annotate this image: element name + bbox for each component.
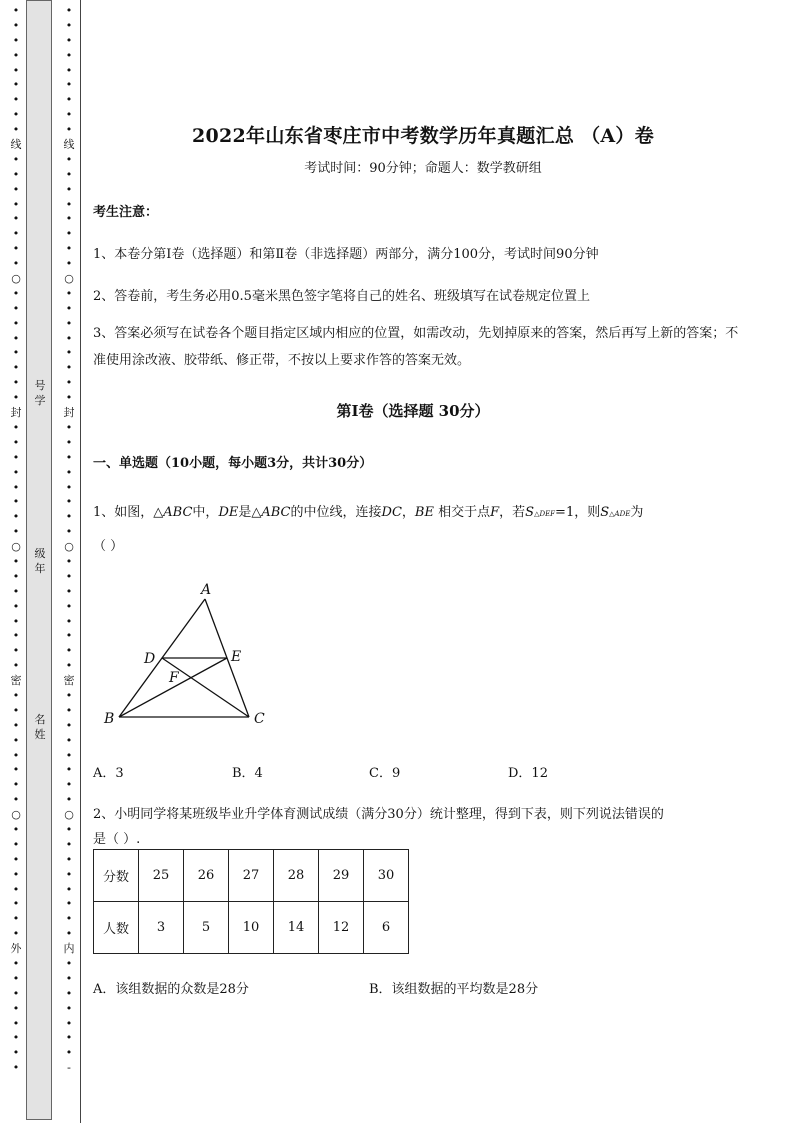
- point-e-label: E: [231, 649, 242, 665]
- q1-option-c[interactable]: C．9: [369, 766, 401, 781]
- binding-mark: •: [65, 599, 73, 613]
- binding-mark: •: [65, 48, 73, 62]
- binding-mark: •: [12, 376, 20, 390]
- binding-mark: 封: [10, 406, 22, 420]
- binding-mark: •: [65, 584, 73, 598]
- table-row-header: 分数: [94, 850, 139, 902]
- binding-mark: 密: [63, 674, 75, 688]
- q1-area-symbol: S: [600, 505, 610, 520]
- q1-text: 相交于点: [438, 505, 491, 520]
- binding-mark: 线: [10, 138, 22, 152]
- binding-mark: •: [12, 837, 20, 851]
- notice-item-3: 3、答案必须写在试卷各个题目指定区域内相应的位置，如需改动，先划掉原来的答案，然后再写上新的答案；不准使用涂改液、胶带纸、修正带，不按以上要求作答的答案无效。: [93, 326, 739, 368]
- binding-mark: •: [65, 897, 73, 911]
- q2-option-b[interactable]: B．该组数据的平均数是28分: [369, 982, 539, 997]
- binding-field-grade: 级年: [34, 547, 46, 575]
- binding-mark: ○: [11, 540, 21, 554]
- binding-mark: •: [65, 227, 73, 241]
- table-cell: 6: [364, 902, 409, 954]
- binding-mark: •: [12, 688, 20, 702]
- binding-mark: •: [12, 197, 20, 211]
- binding-mark: •: [65, 867, 73, 881]
- binding-mark: •: [12, 763, 20, 777]
- binding-mark: •: [65, 331, 73, 345]
- binding-mark: •: [12, 644, 20, 658]
- question-1-text: [93, 501, 643, 520]
- binding-mark: •: [65, 971, 73, 985]
- binding-mark: •: [12, 927, 20, 941]
- q1-text: 是: [238, 505, 252, 520]
- binding-mark: •: [12, 63, 20, 77]
- binding-mark: •: [65, 912, 73, 926]
- binding-mark: •: [65, 450, 73, 464]
- binding-mark: •: [12, 78, 20, 92]
- binding-mark: •: [12, 1061, 20, 1075]
- binding-mark: •: [12, 614, 20, 628]
- binding-mark: •: [65, 1046, 73, 1060]
- notice-item-2: 2、答卷前，考生务必用0.5毫米黑色签字笔将自己的姓名、班级填写在试卷规定位置上: [93, 289, 590, 304]
- binding-mark: •: [65, 286, 73, 300]
- binding-mark: •: [12, 167, 20, 181]
- table-cell: 10: [229, 902, 274, 954]
- binding-mark: •: [65, 152, 73, 166]
- binding-mark: •: [65, 242, 73, 256]
- binding-mark: •: [65, 361, 73, 375]
- binding-mark: •: [65, 33, 73, 47]
- part-heading: 一、单选题（10小题，每小题3分，共计30分）: [93, 456, 373, 471]
- binding-mark: •: [12, 822, 20, 836]
- table-cell: 29: [319, 850, 364, 902]
- q1-math: DE: [218, 505, 239, 520]
- exam-title: 2022年山东省枣庄市中考数学历年真题汇总 （A）卷: [191, 125, 655, 147]
- binding-mark: •: [12, 108, 20, 122]
- binding-mark: •: [65, 257, 73, 271]
- binding-mark: •: [65, 703, 73, 717]
- binding-mark: 外: [10, 942, 22, 956]
- table-row: [94, 902, 409, 954]
- q1-area-subscript: △ADE: [609, 510, 631, 518]
- binding-mark: •: [65, 167, 73, 181]
- binding-mark: •: [65, 957, 73, 970]
- binding-mark: •: [12, 569, 20, 583]
- binding-mark: •: [12, 897, 20, 911]
- binding-mark: •: [65, 301, 73, 315]
- binding-right-dots: [61, 4, 77, 1122]
- binding-mark: •: [65, 4, 73, 17]
- binding-mark: •: [65, 614, 73, 628]
- binding-mark: •: [65, 644, 73, 658]
- q1-area-symbol: S: [525, 505, 535, 520]
- q1-math: F: [490, 505, 500, 520]
- binding-mark: •: [12, 971, 20, 985]
- q1-text: ，: [401, 505, 415, 520]
- binding-mark: 封: [63, 406, 75, 420]
- binding-mark: •: [12, 733, 20, 747]
- binding-margin: [0, 0, 82, 1123]
- binding-left-dots: [8, 4, 24, 1122]
- q2-option-a[interactable]: A．该组数据的众数是28分: [93, 982, 249, 997]
- binding-mark: •: [12, 316, 20, 330]
- binding-mark: •: [65, 123, 73, 137]
- binding-mark: •: [12, 748, 20, 762]
- binding-mark: •: [12, 1001, 20, 1015]
- binding-mark: •: [12, 93, 20, 107]
- exam-subtitle: 考试时间：90分钟；命题人：数学教研组: [304, 161, 542, 176]
- binding-mark: •: [12, 33, 20, 47]
- q1-math: BE: [414, 505, 434, 520]
- binding-mark: •: [12, 242, 20, 256]
- binding-mark: ○: [64, 808, 74, 822]
- binding-mark: •: [65, 629, 73, 643]
- binding-mark: •: [12, 554, 20, 568]
- q1-text: ，则: [574, 505, 601, 520]
- binding-mark: •: [65, 93, 73, 107]
- q1-option-d[interactable]: D．12: [508, 766, 548, 781]
- binding-mark: •: [65, 554, 73, 568]
- binding-mark: •: [12, 495, 20, 509]
- binding-mark: •: [12, 957, 20, 970]
- binding-mark: •: [12, 584, 20, 598]
- binding-mark: •: [65, 822, 73, 836]
- q1-math: DC: [381, 505, 402, 520]
- binding-mark: •: [12, 18, 20, 32]
- q1-text: 1、如图，: [93, 505, 154, 520]
- binding-mark: •: [12, 867, 20, 881]
- binding-mark: •: [65, 435, 73, 449]
- binding-mark: •: [12, 912, 20, 926]
- q1-text: 的中位线，连接: [290, 505, 382, 520]
- binding-mark: •: [65, 480, 73, 494]
- table-cell: 30: [364, 850, 409, 902]
- binding-mark: •: [12, 286, 20, 300]
- q1-text: 为: [630, 505, 644, 520]
- table-cell: 12: [319, 902, 364, 954]
- binding-mark: •: [12, 718, 20, 732]
- binding-mark: •: [12, 391, 20, 405]
- q1-math: △ABC: [153, 505, 193, 520]
- binding-field-name: 名姓: [34, 713, 46, 741]
- binding-mark: •: [12, 1031, 20, 1045]
- question-2-text-cont: 是（ ）.: [93, 832, 141, 847]
- point-d-label: D: [144, 651, 156, 667]
- question-1-figure: [93, 575, 293, 735]
- binding-mark: •: [12, 525, 20, 539]
- q1-text: ，若: [499, 505, 526, 520]
- binding-mark: •: [12, 793, 20, 807]
- binding-mark: •: [65, 63, 73, 77]
- binding-mark: 线: [63, 138, 75, 152]
- binding-mark: •: [12, 257, 20, 271]
- q1-option-b[interactable]: B．4: [232, 766, 263, 781]
- binding-mark: •: [12, 703, 20, 717]
- binding-mark: •: [12, 346, 20, 360]
- binding-mark: •: [12, 301, 20, 315]
- binding-mark: -: [67, 1061, 71, 1075]
- binding-mark: •: [65, 18, 73, 32]
- binding-mark: ○: [11, 808, 21, 822]
- q1-area-subscript: △DEF: [534, 510, 556, 518]
- binding-mark: •: [12, 361, 20, 375]
- binding-mark: •: [12, 182, 20, 196]
- point-b-label: B: [104, 711, 115, 727]
- notice-heading: 考生注意：: [93, 205, 159, 220]
- question-1-blank: （ ）: [93, 539, 124, 554]
- binding-mark: •: [65, 391, 73, 405]
- binding-mark: •: [65, 748, 73, 762]
- binding-mark: •: [65, 733, 73, 747]
- binding-mark: •: [12, 510, 20, 524]
- table-cell: 28: [274, 850, 319, 902]
- table-row-header: 人数: [94, 902, 139, 954]
- binding-mark: •: [12, 659, 20, 673]
- binding-mark: •: [12, 986, 20, 1000]
- segment-be: [119, 658, 227, 717]
- binding-mark: •: [12, 123, 20, 137]
- binding-mark: •: [12, 465, 20, 479]
- binding-mark: •: [65, 420, 73, 434]
- section-title: 第Ⅰ卷（选择题 30分）: [336, 402, 490, 420]
- binding-mark: •: [65, 927, 73, 941]
- binding-mark: •: [12, 435, 20, 449]
- q1-equation: =1: [555, 505, 575, 520]
- binding-mark: •: [65, 346, 73, 360]
- binding-mark: •: [12, 227, 20, 241]
- binding-mark: •: [65, 212, 73, 226]
- binding-mark: •: [65, 465, 73, 479]
- binding-mark: •: [65, 882, 73, 896]
- binding-mark: •: [12, 882, 20, 896]
- binding-rule: [80, 0, 81, 1123]
- segment-dc: [162, 658, 249, 717]
- table-cell: 5: [184, 902, 229, 954]
- binding-mark: •: [65, 376, 73, 390]
- binding-mark: •: [65, 108, 73, 122]
- table-cell: 3: [139, 902, 184, 954]
- binding-mark: •: [65, 778, 73, 792]
- table-cell: 27: [229, 850, 274, 902]
- notice-item-1: 1、本卷分第Ⅰ卷（选择题）和第Ⅱ卷（非选择题）两部分，满分100分，考试时间90分钟: [93, 247, 599, 262]
- binding-mark: •: [12, 48, 20, 62]
- binding-mark: •: [12, 480, 20, 494]
- binding-mark: •: [12, 1016, 20, 1030]
- binding-mark: •: [12, 1046, 20, 1060]
- binding-mark: •: [65, 78, 73, 92]
- binding-mark: •: [65, 763, 73, 777]
- binding-mark: •: [12, 212, 20, 226]
- binding-mark: •: [12, 852, 20, 866]
- point-c-label: C: [254, 711, 265, 727]
- binding-mark: •: [65, 659, 73, 673]
- binding-mark: •: [12, 4, 20, 17]
- binding-mark: •: [65, 1016, 73, 1030]
- binding-mark: •: [65, 852, 73, 866]
- binding-mark: ○: [64, 540, 74, 554]
- point-a-label: A: [201, 582, 212, 598]
- binding-mark: •: [12, 331, 20, 345]
- binding-mark: •: [12, 629, 20, 643]
- table-cell: 14: [274, 902, 319, 954]
- table-cell: 26: [184, 850, 229, 902]
- binding-mark: •: [65, 316, 73, 330]
- q1-math: △ABC: [251, 505, 291, 520]
- binding-mark: •: [65, 569, 73, 583]
- binding-mark: •: [65, 718, 73, 732]
- binding-mark: ○: [64, 272, 74, 286]
- q1-option-a[interactable]: A．3: [93, 766, 124, 781]
- binding-mark: •: [65, 793, 73, 807]
- binding-mark: •: [12, 778, 20, 792]
- binding-mark: •: [12, 152, 20, 166]
- binding-mark: •: [65, 688, 73, 702]
- binding-mark: •: [65, 1001, 73, 1015]
- point-f-label: F: [169, 670, 179, 686]
- q1-text: 中，: [192, 505, 219, 520]
- binding-mark: 内: [63, 942, 75, 956]
- binding-field-student-number: 号学: [34, 379, 46, 407]
- binding-mark: •: [65, 837, 73, 851]
- binding-mark: •: [65, 510, 73, 524]
- binding-mark: 密: [10, 674, 22, 688]
- binding-mark: •: [65, 1031, 73, 1045]
- binding-mark: •: [65, 986, 73, 1000]
- binding-mark: •: [65, 197, 73, 211]
- question-2-text: 2、小明同学将某班级毕业升学体育测试成绩（满分30分）统计整理，得到下表，则下列说法错误的: [93, 807, 664, 822]
- table-cell: 25: [139, 850, 184, 902]
- binding-mark: •: [65, 525, 73, 539]
- binding-mark: •: [12, 450, 20, 464]
- table-row: [94, 850, 409, 902]
- binding-mark: •: [65, 182, 73, 196]
- binding-mark: •: [12, 599, 20, 613]
- binding-mark: •: [65, 495, 73, 509]
- binding-mark: •: [12, 420, 20, 434]
- score-table: [93, 849, 409, 954]
- binding-mark: ○: [11, 272, 21, 286]
